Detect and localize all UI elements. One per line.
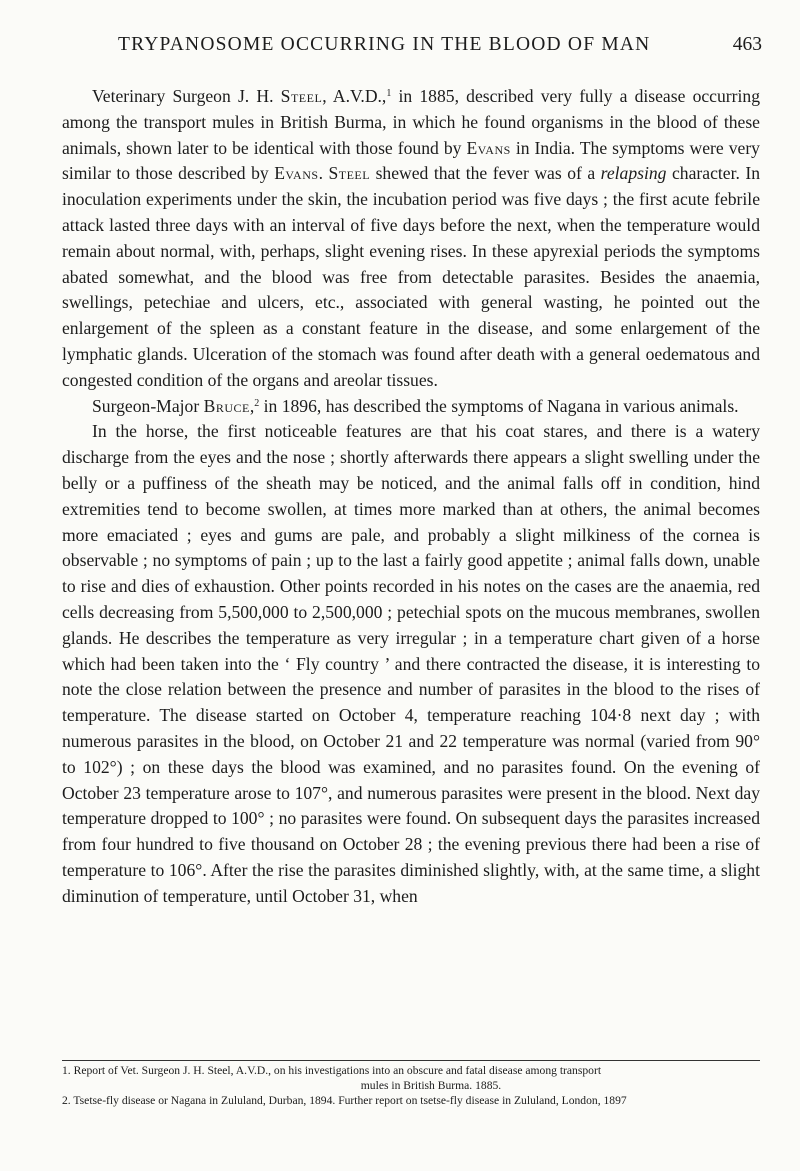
footnote-divider	[62, 1060, 760, 1061]
author-name: Steel	[280, 86, 323, 106]
paragraph-horse: In the horse, the first noticeable features are that his coat stares, and there is a watery discharge from the eyes and the nose ; shortly afterwards there appears a slight swelling under the belly or a puffiness of the sheath may be noticed, and the animal falls off in condition, hind extremities tend to become swollen, at times more marked than at others, the animal becomes more emaciated ; eyes and gums are pale, and probably a slight milkiness of the cornea is observable ; no symptoms of pain ; up to the last a fairly good appetite ; animal falls down, unable to rise and dies of exhaustion. Other points recorded in his notes on the cases are the anaemia, red cells decreasing from 5,500,000 to 2,500,000 ; petechial spots on the mucous membranes, swollen glands. He describes the temperature as very irregular ; in a temperature chart given of a horse which had been taken into the ‘ Fly country ’ and there contracted the disease, it is interesting to note the close relation between the presence and number of parasites in the blood to the rises of temperature. The disease started on October 4, temperature reaching 104·8 next day ; with numerous parasites in the blood, on October 21 and 22 temperature was normal (varied from 90° to 102°) ; on these days the blood was examined, and no parasites found. On the evening of October 23 temperature arose to 107°, and numerous parasites were present in the blood. Next day temperature dropped to 100° ; no parasites were found. On subsequent days the parasites increased from four hundred to five thousand on October 28 ; the evening previous there had been a rise of temperature to 106°. After the rise the parasites diminished slightly, with, at the same time, a slight diminution of temperature, until October 31, when	[62, 421, 760, 906]
author-name: Bruce	[203, 395, 250, 416]
page-header	[118, 34, 762, 62]
italic-term: relapsing	[600, 163, 667, 184]
paragraph-bruce: Surgeon-Major Bruce,$^2$ in 1896, has described the symptoms of Nagana in various animals.	[92, 395, 739, 416]
footnotes	[62, 1064, 760, 1108]
paragraph-steel: Veterinary Surgeon J. H. Steel, A.V.D.,$^1$ in 1885, described very fully a disease occurring among the transport mules in British Burma, in which he found organisms in the blood of these animals, shown later to be identical with those found by Evans in India. The symptoms were very similar to those described by Evans. Steel shewed that the fever was of a relapsing character. In inoculation experiments under the skin, the incubation period was five days ; the first acute febrile attack lasted three days with an interval of five days before the next, when the temperature would remain about normal, with, perhaps, slight evening rises. In these apyrexial periods the symptoms abated somewhat, and the blood was free from detectable parasites. Besides the anaemia, swellings, petechiae and ulcers, etc., associated with general wasting, he pointed out the enlargement of the spleen as a constant feature in the disease, and some enlargement of the lymphatic glands. Ulceration of the stomach was found after death with a general oedematous and congested condition of the organs and areolar tissues.	[62, 86, 761, 390]
footnote-2: 2. Tsetse-fly disease or Nagana in Zululand, Durban, 1894. Further report on tsetse-fly disease in Zululand, London, 1897	[62, 1093, 627, 1107]
author-name: Evans	[466, 137, 511, 158]
footnote-1-continued: mules in British Burma. 1885.	[360, 1078, 502, 1092]
author-name: Steel	[328, 163, 371, 184]
footnote-ref-2: 2	[254, 397, 260, 409]
running-title: TRYPANOSOME OCCURRING IN THE BLOOD OF MAN	[118, 34, 651, 55]
footnote-1: 1. Report of Vet. Surgeon J. H. Steel, A.V.D., on his investigations into an obscure and fatal disease among transport	[62, 1064, 602, 1077]
author-name: Evans	[274, 163, 319, 184]
page-number: 463	[732, 34, 762, 55]
footnote-ref-1: 1	[386, 88, 392, 99]
body-text	[62, 84, 760, 910]
